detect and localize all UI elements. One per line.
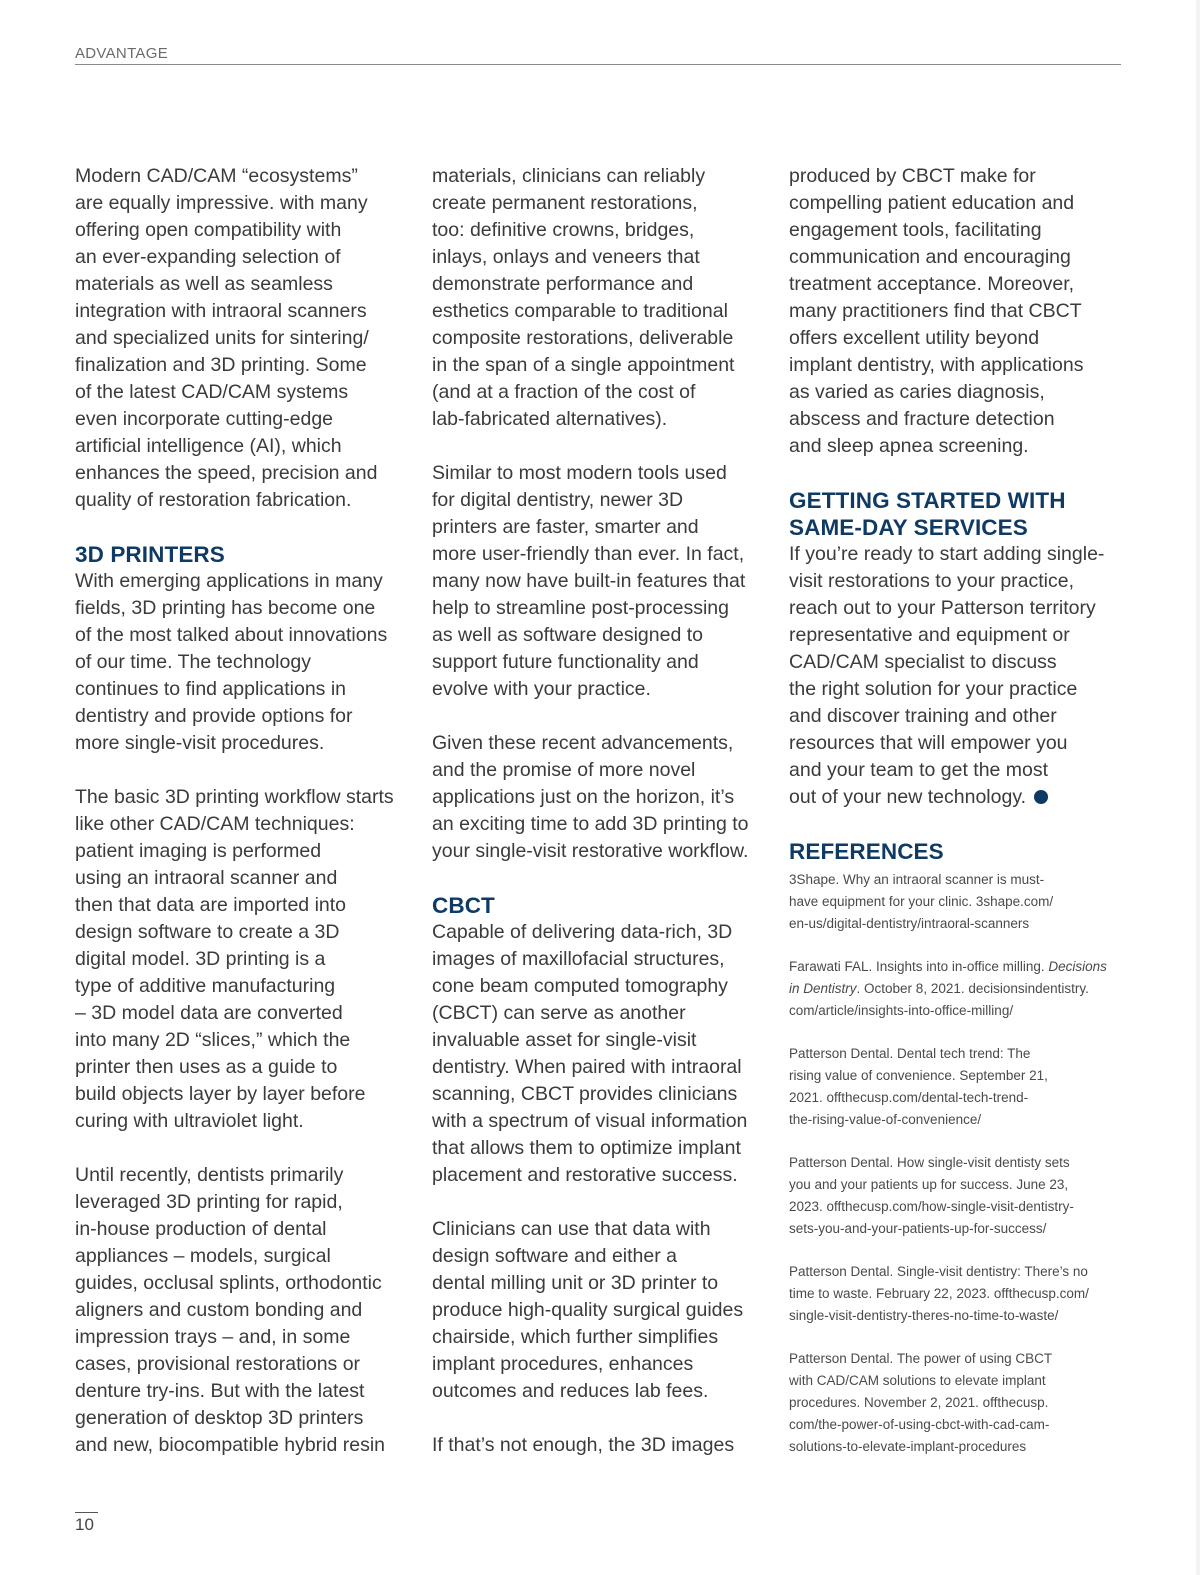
text-line: Similar to most modern tools used xyxy=(432,462,727,484)
reference-item: Farawati FAL. Insights into in-office milling. Decisions in Dentistry. October 8, 2021. decisionsindentistry. com/article/insights-into-office-milling/ xyxy=(789,959,1107,1018)
text-line: are equally impressive. with many xyxy=(75,192,368,214)
paragraph xyxy=(432,163,768,433)
text-line: like other CAD/CAM techniques: xyxy=(75,813,355,835)
text-line: 3Shape. Why an intraoral scanner is must- xyxy=(789,872,1045,887)
text-line: Clinicians can use that data with xyxy=(432,1218,711,1240)
paragraph xyxy=(432,1216,768,1405)
reference-item xyxy=(789,869,1125,935)
references-list xyxy=(789,869,1125,1458)
text-line: then that data are imported into xyxy=(75,894,347,916)
text-line: rising value of convenience. September 21, xyxy=(789,1068,1048,1083)
text-line: into many 2D “slices,” which the xyxy=(75,1029,351,1051)
text-line: with CAD/CAM solutions to elevate implant xyxy=(789,1373,1046,1388)
text-line: impression trays – and, in some xyxy=(75,1326,351,1348)
text-line: abscess and fracture detection xyxy=(789,408,1055,430)
text-line: Given these recent advancements, xyxy=(432,732,734,754)
heading-cbct: CBCT xyxy=(432,893,495,918)
text-line: type of additive manufacturing xyxy=(75,975,336,997)
paragraph xyxy=(432,919,768,1189)
text-line: printers are faster, smarter and xyxy=(432,516,699,538)
text-line: create permanent restorations, xyxy=(432,192,698,214)
text-line: compelling patient education and xyxy=(789,192,1075,214)
text-line: finalization and 3D printing. Some xyxy=(75,354,367,376)
text-line: (CBCT) can serve as another xyxy=(432,1002,686,1024)
text-line: the right solution for your practice xyxy=(789,678,1078,700)
text-line: and new, biocompatible hybrid resin xyxy=(75,1434,386,1456)
text-line: an ever-expanding selection of xyxy=(75,246,341,268)
column-1 xyxy=(75,163,411,1459)
text-line: Patterson Dental. The power of using CBCT xyxy=(789,1351,1053,1366)
text-line: images of maxillofacial structures, xyxy=(432,948,725,970)
text-line: more user-friendly than ever. In fact, xyxy=(432,543,745,565)
text-line: in the span of a single appointment xyxy=(432,354,735,376)
text-line: lab-fabricated alternatives). xyxy=(432,408,668,430)
heading-3d-printers: 3D PRINTERS xyxy=(75,542,225,567)
text-line: generation of desktop 3D printers xyxy=(75,1407,364,1429)
text-line: dental milling unit or 3D printer to xyxy=(432,1272,719,1294)
text-line: outcomes and reduces lab fees. xyxy=(432,1380,709,1402)
text-line: evolve with your practice. xyxy=(432,678,651,700)
text-line: integration with intraoral scanners xyxy=(75,300,367,322)
paragraph xyxy=(789,163,1125,460)
text-line: design software to create a 3D xyxy=(75,921,340,943)
text-line: with a spectrum of visual information xyxy=(432,1110,748,1132)
end-mark-icon xyxy=(1034,790,1048,804)
text-line: fields, 3D printing has become one xyxy=(75,597,376,619)
text-line: reach out to your Patterson territory xyxy=(789,597,1096,619)
reference-item xyxy=(789,1043,1125,1131)
text-line: more single-visit procedures. xyxy=(75,732,325,754)
paragraph xyxy=(432,460,768,703)
text-line: communication and encouraging xyxy=(789,246,1071,268)
page-number: 10 xyxy=(75,1512,98,1535)
text-line: for digital dentistry, newer 3D xyxy=(432,489,684,511)
text-line: and specialized units for sintering/ xyxy=(75,327,369,349)
text-line: composite restorations, deliverable xyxy=(432,327,734,349)
text-line: continues to find applications in xyxy=(75,678,347,700)
text-line: of the most talked about innovations xyxy=(75,624,388,646)
text-line: and the promise of more novel xyxy=(432,759,696,781)
text-line: visit restorations to your practice, xyxy=(789,570,1075,592)
text-line: leveraged 3D printing for rapid, xyxy=(75,1191,343,1213)
text-line: solutions-to-elevate-implant-procedures xyxy=(789,1439,1027,1454)
text-line: cases, provisional restorations or xyxy=(75,1353,361,1375)
text-line: and sleep apnea screening. xyxy=(789,435,1029,457)
text-line: If that’s not enough, the 3D images xyxy=(432,1434,735,1456)
text-line: even incorporate cutting-edge xyxy=(75,408,334,430)
text-line: the-rising-value-of-convenience/ xyxy=(789,1112,982,1127)
text-line: Capable of delivering data-rich, 3D xyxy=(432,921,733,943)
text-line: Until recently, dentists primarily xyxy=(75,1164,344,1186)
heading-references: REFERENCES xyxy=(789,839,944,864)
text-line: esthetics comparable to traditional xyxy=(432,300,728,322)
text-line: patient imaging is performed xyxy=(75,840,322,862)
text-line: have equipment for your clinic. 3shape.com/ xyxy=(789,894,1054,909)
reference-item xyxy=(789,1261,1125,1327)
text-line: 2023. offthecusp.com/how-single-visit-dentistry- xyxy=(789,1199,1074,1214)
text-line: offering open compatibility with xyxy=(75,219,342,241)
paragraph xyxy=(75,784,411,1135)
text-line: guides, occlusal splints, orthodontic xyxy=(75,1272,382,1294)
text-line: If you’re ready to start adding single- xyxy=(789,543,1105,565)
text-line: dentistry. When paired with intraoral xyxy=(432,1056,742,1078)
page-header xyxy=(75,44,1121,65)
text-line: an exciting time to add 3D printing to xyxy=(432,813,749,835)
column-2 xyxy=(432,163,768,1459)
page-edge xyxy=(1196,0,1200,1575)
text-line: Modern CAD/CAM “ecosystems” xyxy=(75,165,358,187)
paragraph xyxy=(75,568,411,757)
text-line: curing with ultraviolet light. xyxy=(75,1110,304,1132)
text-line: The basic 3D printing workflow starts xyxy=(75,786,394,808)
text-line: out of your new technology. xyxy=(789,784,1125,811)
paragraph xyxy=(75,163,411,514)
text-line: – 3D model data are converted xyxy=(75,1002,343,1024)
text-line: materials as well as seamless xyxy=(75,273,333,295)
text-line: Patterson Dental. Single-visit dentistry: There’s no xyxy=(789,1264,1088,1279)
text-line: many practitioners find that CBCT xyxy=(789,300,1082,322)
text-line: applications just on the horizon, it’s xyxy=(432,786,735,808)
text-line: aligners and custom bonding and xyxy=(75,1299,363,1321)
text-line: demonstrate performance and xyxy=(432,273,694,295)
reference-item xyxy=(789,1152,1125,1240)
text-line: 2021. offthecusp.com/dental-tech-trend- xyxy=(789,1090,1029,1105)
text-line: and your team to get the most xyxy=(789,759,1049,781)
text-line: support future functionality and xyxy=(432,651,699,673)
paragraph xyxy=(789,541,1125,811)
text-line: en-us/digital-dentistry/intraoral-scanners xyxy=(789,916,1030,931)
text-line: materials, clinicians can reliably xyxy=(432,165,706,187)
text-line: quality of restoration fabrication. xyxy=(75,489,352,511)
text-line: too: definitive crowns, bridges, xyxy=(432,219,695,241)
text-line: resources that will empower you xyxy=(789,732,1068,754)
text-line: as well as software designed to xyxy=(432,624,703,646)
text-line: design software and either a xyxy=(432,1245,677,1267)
text-line: engagement tools, facilitating xyxy=(789,219,1042,241)
paragraph xyxy=(432,730,768,865)
text-line: and discover training and other xyxy=(789,705,1057,727)
text-line: implant dentistry, with applications xyxy=(789,354,1084,376)
text-line: placement and restorative success. xyxy=(432,1164,738,1186)
text-line: in-house production of dental xyxy=(75,1218,327,1240)
column-3 xyxy=(789,163,1125,1479)
text-line: offers excellent utility beyond xyxy=(789,327,1040,349)
text-line: scanning, CBCT provides clinicians xyxy=(432,1083,738,1105)
text-line: dentistry and provide options for xyxy=(75,705,353,727)
text-line: as varied as caries diagnosis, xyxy=(789,381,1045,403)
text-line: enhances the speed, precision and xyxy=(75,462,378,484)
text-line: produced by CBCT make for xyxy=(789,165,1036,187)
text-line: digital model. 3D printing is a xyxy=(75,948,326,970)
paragraph xyxy=(432,1432,768,1459)
section-label: ADVANTAGE xyxy=(75,45,168,62)
text-line: procedures. November 2, 2021. offthecusp. xyxy=(789,1395,1049,1410)
text-line: sets-you-and-your-patients-up-for-success/ xyxy=(789,1221,1047,1236)
text-line: printer then uses as a guide to xyxy=(75,1056,338,1078)
text-line: of our time. The technology xyxy=(75,651,311,673)
text-line: Patterson Dental. Dental tech trend: The xyxy=(789,1046,1031,1061)
text-line: com/the-power-of-using-cbct-with-cad-cam- xyxy=(789,1417,1050,1432)
text-line: you and your patients up for success. June 23, xyxy=(789,1177,1069,1192)
text-line: single-visit-dentistry-theres-no-time-to-waste/ xyxy=(789,1308,1059,1323)
heading-getting-started: GETTING STARTED WITH SAME-DAY SERVICES xyxy=(789,488,1066,540)
text-line: using an intraoral scanner and xyxy=(75,867,338,889)
text-line: treatment acceptance. Moreover, xyxy=(789,273,1075,295)
text-line: chairside, which further simplifies xyxy=(432,1326,719,1348)
text-line: denture try-ins. But with the latest xyxy=(75,1380,365,1402)
paragraph xyxy=(75,1162,411,1459)
text-line: many now have built-in features that xyxy=(432,570,746,592)
reference-item xyxy=(789,1348,1125,1458)
text-line: produce high-quality surgical guides xyxy=(432,1299,744,1321)
text-line: invaluable asset for single-visit xyxy=(432,1029,697,1051)
text-line: inlays, onlays and veneers that xyxy=(432,246,700,268)
text-line: time to waste. February 22, 2023. offthecusp.com/ xyxy=(789,1286,1089,1301)
text-line: your single-visit restorative workflow. xyxy=(432,840,749,862)
text-line: (and at a fraction of the cost of xyxy=(432,381,696,403)
text-line: of the latest CAD/CAM systems xyxy=(75,381,349,403)
text-line: representative and equipment or xyxy=(789,624,1070,646)
text-line: help to streamline post-processing xyxy=(432,597,729,619)
text-line: Patterson Dental. How single-visit dentisty sets xyxy=(789,1155,1070,1170)
text-line: implant procedures, enhances xyxy=(432,1353,694,1375)
text-line: With emerging applications in many xyxy=(75,570,383,592)
text-line: artificial intelligence (AI), which xyxy=(75,435,342,457)
text-line: that allows them to optimize implant xyxy=(432,1137,741,1159)
text-line: appliances – models, surgical xyxy=(75,1245,331,1267)
text-line: build objects layer by layer before xyxy=(75,1083,366,1105)
text-line: cone beam computed tomography xyxy=(432,975,728,997)
text-line: CAD/CAM specialist to discuss xyxy=(789,651,1057,673)
